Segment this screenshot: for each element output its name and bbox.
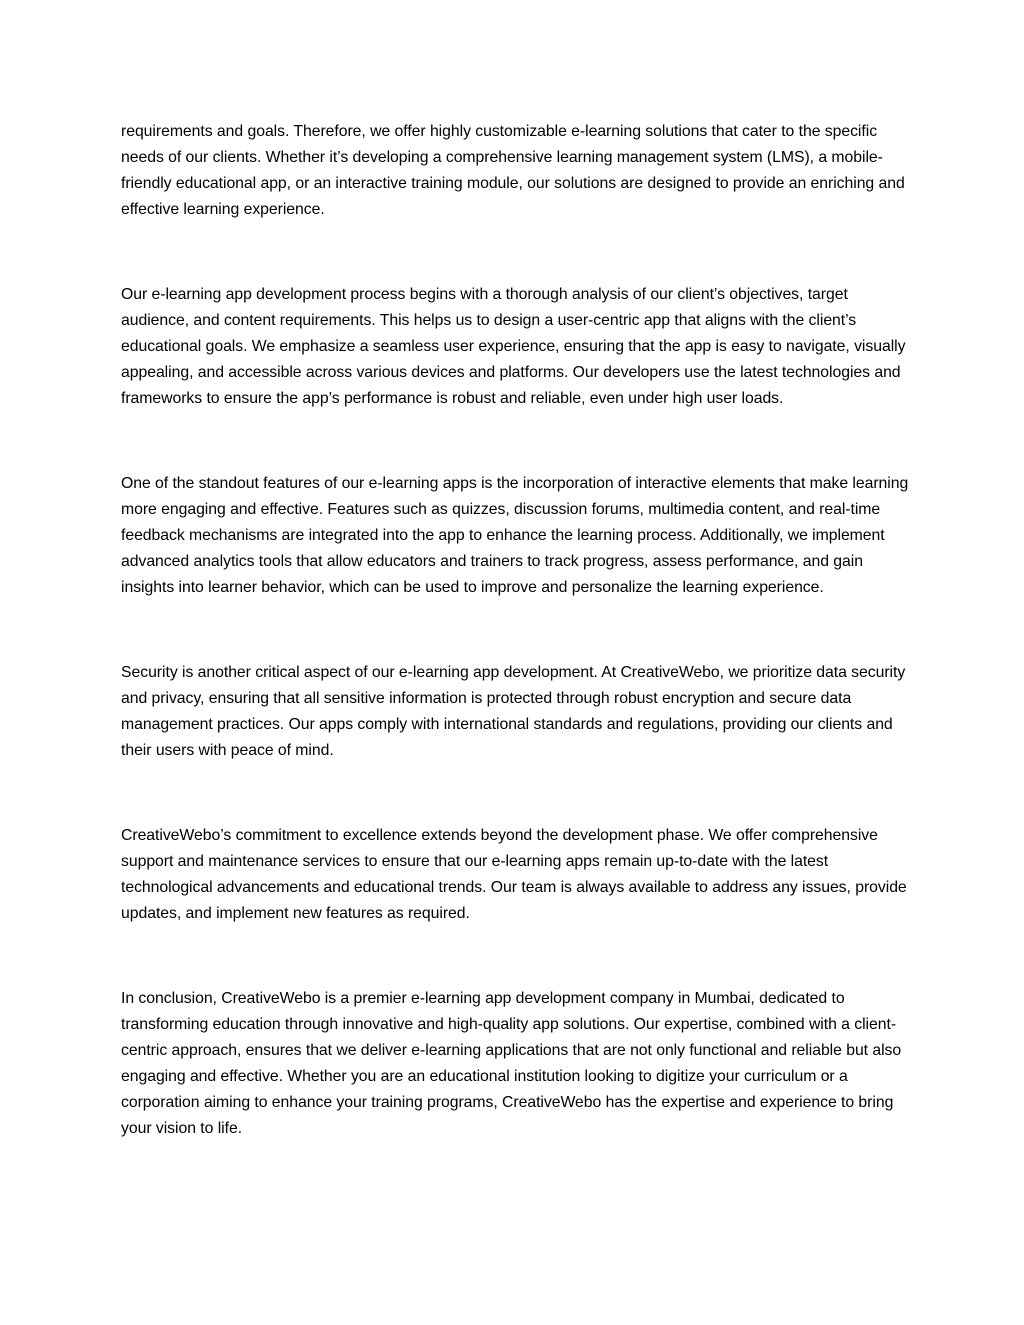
- paragraph-development-process: Our e-learning app development process begins with a thorough analysis of our client’s objectives, target audience, and content requirements. This helps us to design a user-centric app that aligns with the client’s educational goals. We emphasize a seamless user experience, ensuring that the app is easy to navigate, visually appealing, and accessible across various devices and platforms. Our developers use the latest technologies and frameworks to ensure the app’s performance is robust and reliable, even under high user loads.: [121, 286, 906, 407]
- paragraph-interactive-features: One of the standout features of our e-learning apps is the incorporation of interactive elements that make learning more engaging and effective. Features such as quizzes, discussion forums, multimedia content, and real-time feedback mechanisms are integrated into the app to enhance the learning process. Additionally, we implement advanced analytics tools that allow educators and trainers to track progress, assess performance, and gain insights into learner behavior, which can be used to improve and personalize the learning experience.: [121, 475, 909, 596]
- paragraph-customizable-solutions: requirements and goals. Therefore, we offer highly customizable e-learning solutions that cater to the specific needs of our clients. Whether it’s developing a comprehensive learning management system (LMS), a mobile-friendly educational app, or an interactive training module, our solutions are designed to provide an enriching and effective learning experience.: [121, 123, 905, 218]
- paragraph-security: Security is another critical aspect of our e-learning app development. At CreativeWebo, we prioritize data security and privacy, ensuring that all sensitive information is protected through robust encryption and secure data management practices. Our apps comply with international standards and regulations, providing our clients and their users with peace of mind.: [121, 664, 906, 759]
- paragraph-conclusion: In conclusion, CreativeWebo is a premier e-learning app development company in Mumbai, dedicated to transforming education through innovative and high-quality app solutions. Our expertise, combined with a client-centric approach, ensures that we deliver e-learning applications that are not only functional and reliable but also engaging and effective. Whether you are an educational institution looking to digitize your curriculum or a corporation aiming to enhance your training programs, CreativeWebo has the expertise and experience to bring your vision to life.: [121, 990, 902, 1137]
- paragraph-support-maintenance: CreativeWebo’s commitment to excellence extends beyond the development phase. We offer comprehensive support and maintenance services to ensure that our e-learning apps remain up-to-date with the latest technological advancements and educational trends. Our team is always available to address any issues, provide updates, and implement new features as required.: [121, 827, 907, 922]
- document-page: [121, 119, 911, 1142]
